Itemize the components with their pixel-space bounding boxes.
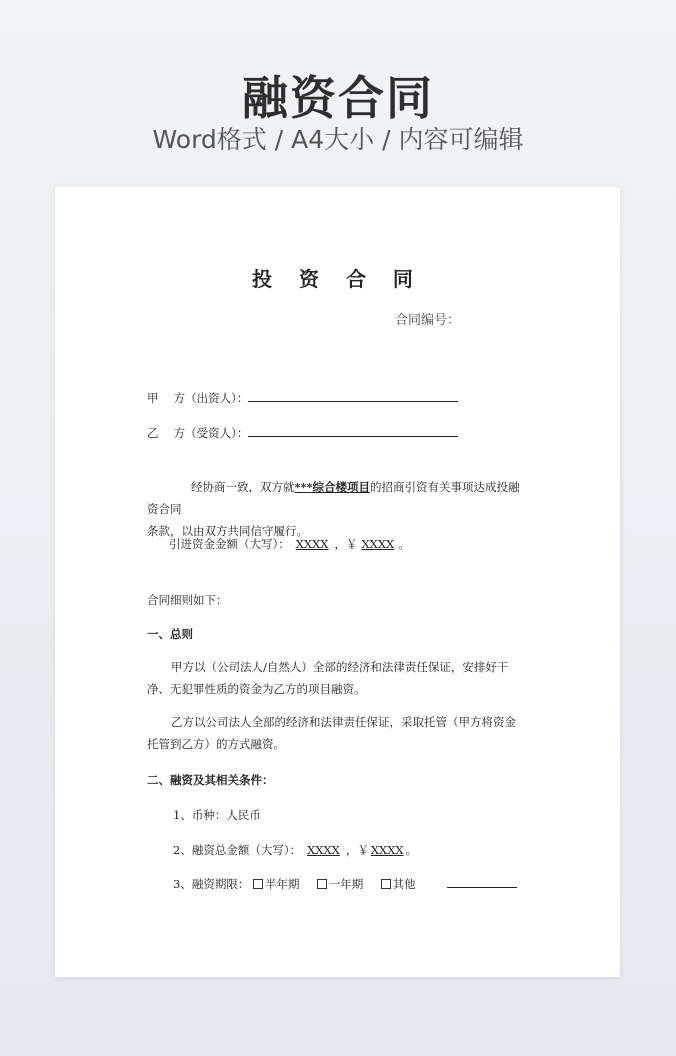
banner-subtitle: Word格式 / A4大小 / 内容可编辑	[152, 125, 524, 154]
section1-heading: 一、总则	[147, 627, 193, 641]
intro-project: ***综合楼项目	[294, 480, 371, 494]
amount-end: 。	[398, 537, 410, 551]
item3-prefix: 3、融资期限：	[173, 877, 250, 891]
contract-number-label: 合同编号：	[395, 313, 461, 328]
item3-term-line	[173, 876, 517, 892]
amount-value-cn[interactable]: XXXX	[295, 537, 329, 551]
intro-line2: 条款，以由双方共同信守履行。	[147, 524, 308, 538]
party-b-blank[interactable]	[248, 426, 458, 437]
intro-paragraph	[147, 476, 527, 542]
term-oneyear-checkbox[interactable]	[317, 879, 327, 889]
party-a-blank[interactable]	[248, 391, 458, 402]
section1-para1	[147, 656, 527, 700]
details-heading: 合同细则如下：	[147, 593, 228, 607]
banner-title: 融资合同	[242, 71, 434, 125]
item2-end: 。	[405, 843, 418, 857]
term-oneyear-label: 一年期	[328, 877, 364, 891]
item2-sep: ，￥	[345, 843, 369, 857]
item2-prefix: 2、融资总金额（大写）：	[173, 843, 302, 857]
item1-currency: 1、币种：人民币	[173, 808, 261, 822]
amount-line	[169, 536, 410, 552]
party-a-line	[147, 390, 458, 406]
party-b-label: 乙 方（受资人）：	[147, 426, 249, 440]
item2-value-num[interactable]: XXXX	[370, 843, 404, 857]
section2-heading: 二、融资及其相关条件：	[147, 773, 274, 787]
term-halfyear-label: 半年期	[264, 877, 300, 891]
item2-value-cn[interactable]: XXXX	[307, 843, 340, 857]
amount-sep: ，￥	[334, 537, 358, 551]
term-other-checkbox[interactable]	[381, 879, 391, 889]
term-halfyear-checkbox[interactable]	[253, 879, 263, 889]
document-page	[55, 187, 620, 977]
party-b-line	[147, 425, 458, 441]
section1-para2-text: 乙方以公司法人全部的经济和法律责任保证，采取托管（甲方将资金托管到乙方）的方式融资。	[147, 715, 516, 751]
amount-value-num[interactable]: XXXX	[361, 537, 395, 551]
amount-prefix: 引进资金金额（大写）：	[169, 537, 290, 551]
section1-para2	[147, 711, 527, 755]
intro-prefix: 经协商一致，双方就	[191, 480, 295, 494]
item2-amount-line	[173, 842, 417, 858]
intro-suffix: 的招商引资有关事项达成投融资合同	[147, 480, 520, 516]
section1-para1-text: 甲方以（公司法人/自然人）全部的经济和法律责任保证，安排好干净、无犯罪性质的资金为乙方的项目融资。	[147, 660, 509, 696]
party-a-label: 甲 方（出资人）：	[147, 391, 249, 405]
term-other-label: 其他	[392, 877, 416, 891]
document-title: 投 资 合 同	[252, 267, 423, 291]
term-other-blank[interactable]	[447, 877, 517, 888]
